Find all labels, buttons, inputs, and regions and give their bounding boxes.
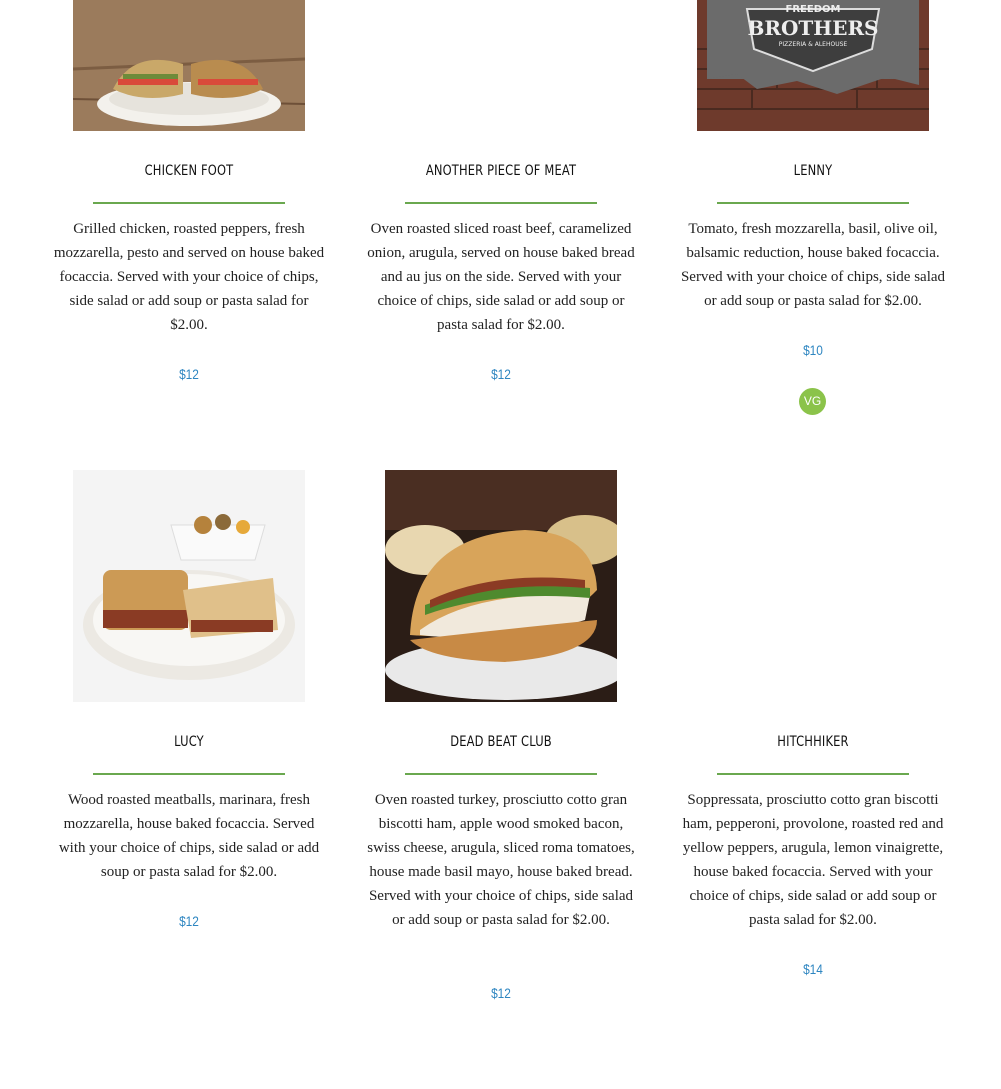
item-name: ANOTHER PIECE OF MEAT: [425, 163, 577, 179]
divider-rule: [405, 202, 597, 204]
item-price: $12: [179, 913, 199, 929]
divider-rule: [93, 202, 285, 204]
item-description: Soppressata, prosciutto cotto gran biscotti ham, pepperoni, provolone, roasted red and yellow peppers, arugula, lemon vinaigrette, house baked focaccia. Served with your choice of chips, side salad or add soup or pasta salad for $2.00.: [682, 792, 944, 928]
item-description: Tomato, fresh mozzarella, basil, olive oil, balsamic reduction, house baked focaccia. Served with your choice of chips, side salad or add soup or pasta salad for $2.00.: [680, 221, 946, 309]
logo-main-text: BROTHERS: [747, 16, 879, 40]
item-price: $14: [803, 961, 823, 977]
item-price: $12: [179, 366, 199, 382]
item-description: Grilled chicken, roasted peppers, fresh mozzarella, pesto and served on house baked focaccia. Served with your choice of chips, side salad or add soup or pasta salad for $2.00.: [53, 221, 325, 333]
item-price: $12: [491, 366, 511, 382]
divider-rule: [405, 773, 597, 775]
item-name: LUCY: [174, 734, 204, 750]
item-name: DEAD BEAT CLUB: [450, 734, 552, 750]
lenny-photo: [697, 0, 929, 131]
item-price: $10: [803, 342, 823, 358]
item-description: Oven roasted sliced roast beef, caramelized onion, arugula, served on house baked bread and au jus on the side. Served with your choice of chips, side salad or add soup or pasta salad for $2.00.: [367, 221, 635, 333]
divider-rule: [717, 773, 909, 775]
logo-sub-text: PIZZERIA & ALEHOUSE: [778, 41, 848, 48]
item-name: HITCHHIKER: [777, 734, 849, 750]
item-name: LENNY: [793, 163, 833, 179]
vegetarian-badge-icon: VG: [799, 388, 826, 415]
logo-top-text: FREEDOM: [785, 4, 841, 15]
sandwich-image: [73, 0, 305, 131]
logo-wall-image: [697, 0, 929, 131]
item-description: Wood roasted meatballs, marinara, fresh mozzarella, house baked focaccia. Served with your choice of chips, side salad or add soup or pasta salad for $2.00.: [58, 792, 320, 880]
dead-beat-club-photo: [385, 470, 617, 702]
sandwich-image: [73, 470, 305, 702]
divider-rule: [93, 773, 285, 775]
lucy-photo: [73, 470, 305, 702]
item-price: $12: [491, 985, 511, 1001]
divider-rule: [717, 202, 909, 204]
chicken-foot-photo: [73, 0, 305, 131]
sandwich-image: [385, 470, 617, 702]
item-description: Oven roasted turkey, prosciutto cotto gran biscotti ham, apple wood smoked bacon, swiss cheese, arugula, sliced roma tomatoes, house made basil mayo, house baked bread. Served with your choice of chips, side salad or add soup or pasta salad for $2.00.: [367, 792, 635, 928]
item-name: CHICKEN FOOT: [144, 163, 234, 179]
